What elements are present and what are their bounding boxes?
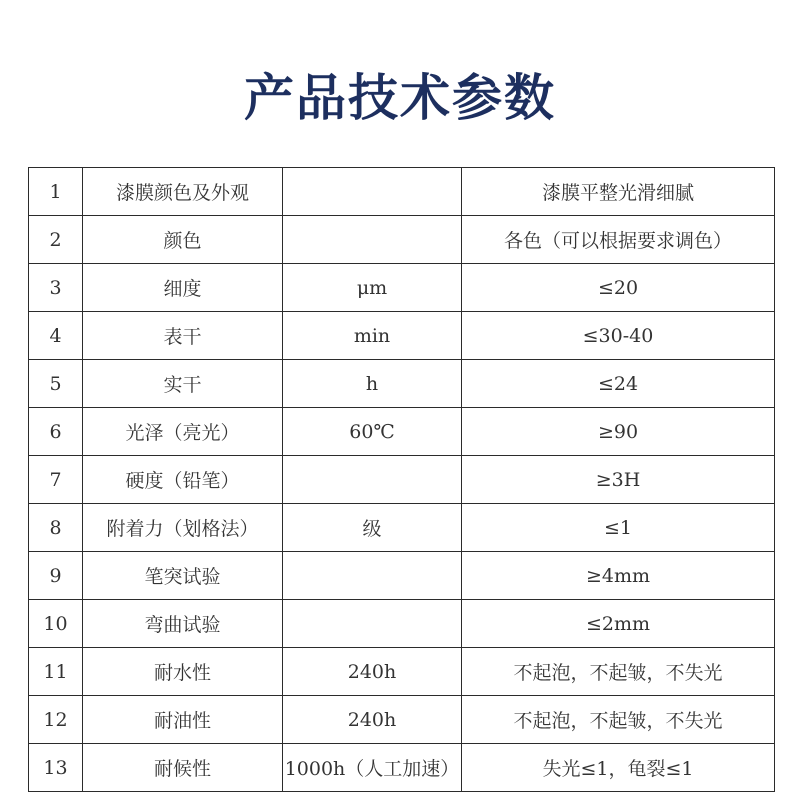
parameter-name: 附着力（划格法） xyxy=(83,504,283,552)
technical-parameters-table xyxy=(28,167,775,792)
parameter-name: 耐候性 xyxy=(83,744,283,792)
parameter-unit: 60℃ xyxy=(283,408,462,456)
row-number: 11 xyxy=(29,648,83,696)
row-number: 4 xyxy=(29,312,83,360)
parameter-unit: μm xyxy=(283,264,462,312)
table-row xyxy=(29,168,775,216)
parameter-value: ≤2mm xyxy=(462,600,775,648)
parameter-name: 漆膜颜色及外观 xyxy=(83,168,283,216)
table-row xyxy=(29,600,775,648)
row-number: 10 xyxy=(29,600,83,648)
parameter-value: ≤24 xyxy=(462,360,775,408)
parameter-value: ≥3H xyxy=(462,456,775,504)
table-row xyxy=(29,504,775,552)
row-number: 8 xyxy=(29,504,83,552)
table-row xyxy=(29,408,775,456)
parameter-unit: min xyxy=(283,312,462,360)
parameter-name: 笔突试验 xyxy=(83,552,283,600)
parameter-unit xyxy=(283,456,462,504)
table-row xyxy=(29,360,775,408)
table-row xyxy=(29,456,775,504)
parameter-name: 表干 xyxy=(83,312,283,360)
parameter-unit xyxy=(283,168,462,216)
parameter-unit xyxy=(283,600,462,648)
table-row xyxy=(29,648,775,696)
table-body xyxy=(29,168,775,792)
parameter-name: 耐油性 xyxy=(83,696,283,744)
parameter-value: 漆膜平整光滑细腻 xyxy=(462,168,775,216)
parameter-unit xyxy=(283,216,462,264)
row-number: 12 xyxy=(29,696,83,744)
parameter-name: 实干 xyxy=(83,360,283,408)
parameter-unit xyxy=(283,552,462,600)
row-number: 6 xyxy=(29,408,83,456)
parameter-value: 失光≤1，龟裂≤1 xyxy=(462,744,775,792)
parameter-name: 耐水性 xyxy=(83,648,283,696)
table-row xyxy=(29,264,775,312)
row-number: 13 xyxy=(29,744,83,792)
row-number: 3 xyxy=(29,264,83,312)
parameter-name: 颜色 xyxy=(83,216,283,264)
parameter-value: 各色（可以根据要求调色） xyxy=(462,216,775,264)
row-number: 9 xyxy=(29,552,83,600)
parameter-value: ≥90 xyxy=(462,408,775,456)
table-row xyxy=(29,744,775,792)
parameter-value: ≤30-40 xyxy=(462,312,775,360)
parameter-unit: 1000h（人工加速） xyxy=(283,744,462,792)
parameter-unit: 240h xyxy=(283,696,462,744)
parameter-value: 不起泡，不起皱，不失光 xyxy=(462,648,775,696)
table-row xyxy=(29,696,775,744)
parameter-name: 光泽（亮光） xyxy=(83,408,283,456)
parameter-value: ≤20 xyxy=(462,264,775,312)
parameter-unit: h xyxy=(283,360,462,408)
row-number: 5 xyxy=(29,360,83,408)
row-number: 2 xyxy=(29,216,83,264)
table-row xyxy=(29,216,775,264)
parameter-name: 弯曲试验 xyxy=(83,600,283,648)
table-row xyxy=(29,552,775,600)
parameter-value: 不起泡，不起皱，不失光 xyxy=(462,696,775,744)
parameter-unit: 级 xyxy=(283,504,462,552)
row-number: 1 xyxy=(29,168,83,216)
parameter-value: ≥4mm xyxy=(462,552,775,600)
parameter-name: 细度 xyxy=(83,264,283,312)
parameter-value: ≤1 xyxy=(462,504,775,552)
page-title: 产品技术参数 xyxy=(244,69,556,127)
row-number: 7 xyxy=(29,456,83,504)
table-row xyxy=(29,312,775,360)
parameter-name: 硬度（铅笔） xyxy=(83,456,283,504)
parameter-unit: 240h xyxy=(283,648,462,696)
